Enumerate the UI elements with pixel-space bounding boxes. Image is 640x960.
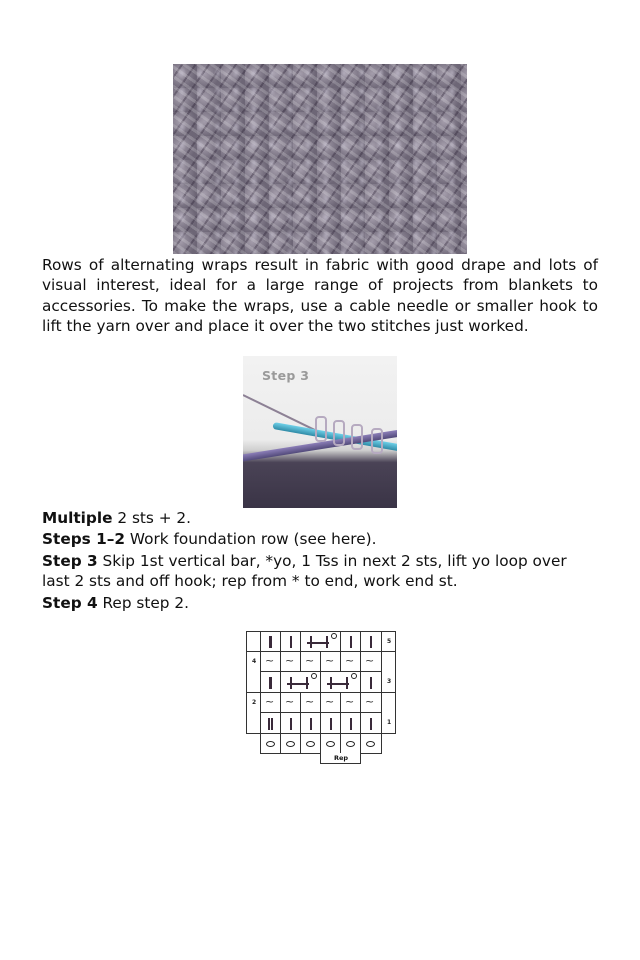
tilde-stitch-icon: ~ xyxy=(345,654,355,667)
chart-cell xyxy=(260,651,281,672)
chart-cell xyxy=(320,733,341,754)
bar-stitch-icon xyxy=(269,677,272,689)
chart-label-cell: 2 xyxy=(246,692,261,734)
yarn-over-icon xyxy=(331,633,337,639)
bar-stitch-icon xyxy=(370,636,372,648)
chart-cell xyxy=(360,733,382,754)
chart-cell xyxy=(300,712,321,734)
yarn-loop xyxy=(351,424,363,450)
chart-label-cell: 4 xyxy=(246,651,261,693)
step-3-photo xyxy=(243,356,397,508)
instructions xyxy=(42,508,598,614)
chart-cell xyxy=(300,651,321,672)
chart-label-cell: 1 xyxy=(381,692,396,734)
chart-cell xyxy=(280,712,301,734)
chart-cell-wrap xyxy=(280,671,321,693)
chart-cell xyxy=(340,631,361,652)
chain-stitch-icon xyxy=(326,741,335,747)
chart-cell xyxy=(360,651,382,672)
chart-cell xyxy=(280,733,301,754)
chart-cell xyxy=(260,712,281,734)
repeat-marker: Rep xyxy=(320,753,361,764)
chain-stitch-icon xyxy=(306,741,315,747)
chart-cell xyxy=(340,712,361,734)
chart-cell xyxy=(320,692,341,713)
tilde-stitch-icon: ~ xyxy=(365,695,375,708)
bar-stitch-icon xyxy=(330,677,332,689)
chart-label-cell: 5 xyxy=(381,631,396,652)
yarn-over-icon xyxy=(351,673,357,679)
bar-stitch-icon xyxy=(290,718,292,730)
chart-cell xyxy=(260,692,281,713)
stitch-chart xyxy=(246,631,396,766)
chart-label-cell: 3 xyxy=(381,651,396,693)
tilde-stitch-icon: ~ xyxy=(305,695,315,708)
tilde-stitch-icon: ~ xyxy=(265,654,275,667)
chart-cell xyxy=(260,733,281,754)
bar-stitch-icon xyxy=(290,677,292,689)
chart-cell xyxy=(340,733,361,754)
bar-stitch-icon xyxy=(330,718,332,730)
bar-stitch-icon xyxy=(370,718,372,730)
chain-stitch-icon xyxy=(266,741,275,747)
bar-stitch-icon xyxy=(350,636,352,648)
instruction-steps-1-2: Steps 1–2 Work foundation row (see here). xyxy=(42,530,377,549)
chart-cell xyxy=(360,671,382,693)
bar-stitch-icon xyxy=(346,677,348,689)
chain-stitch-icon xyxy=(366,741,375,747)
tilde-stitch-icon: ~ xyxy=(265,695,275,708)
chart-cell xyxy=(340,651,361,672)
chart-label-cell xyxy=(246,631,261,652)
bar-stitch-icon xyxy=(310,636,312,648)
instruction-multiple: Multiple 2 sts + 2. xyxy=(42,509,192,527)
chart-cell xyxy=(280,631,301,652)
chart-cell xyxy=(280,692,301,713)
bar-stitch-icon xyxy=(271,718,273,730)
instruction-step-4: Step 4 Rep step 2. xyxy=(42,593,189,612)
chart-cell xyxy=(280,651,301,672)
intro-paragraph: Rows of alternating wraps result in fabric with good drape and lots of visual interest, ideal for a large range of projects from blankets to accessories. To make the wraps, use a cable needle or smaller hook to lift the yarn over and place it over the two stitches just worked. xyxy=(42,256,598,335)
chart-cell xyxy=(300,733,321,754)
photo-step-label: Step 3 xyxy=(262,368,310,383)
yarn-loop xyxy=(333,420,345,446)
tilde-stitch-icon: ~ xyxy=(345,695,355,708)
chain-stitch-icon xyxy=(346,741,355,747)
chart-cell xyxy=(260,671,281,693)
chart-cell xyxy=(320,651,341,672)
chart-cell xyxy=(360,712,382,734)
chain-stitch-icon xyxy=(286,741,295,747)
bar-stitch-icon xyxy=(268,718,270,730)
chart-cell-wrap xyxy=(300,631,341,652)
chart-cell xyxy=(300,692,321,713)
chart-cell-wrap xyxy=(320,671,361,693)
tilde-stitch-icon: ~ xyxy=(285,695,295,708)
yarn-over-icon xyxy=(311,673,317,679)
bar-stitch-icon xyxy=(310,718,312,730)
bar-stitch-icon xyxy=(290,636,292,648)
chart-cell xyxy=(260,631,281,652)
bar-stitch-icon xyxy=(326,636,328,648)
chart-cell xyxy=(340,692,361,713)
tilde-stitch-icon: ~ xyxy=(305,654,315,667)
bar-stitch-icon xyxy=(306,677,308,689)
tilde-stitch-icon: ~ xyxy=(285,654,295,667)
bar-stitch-icon xyxy=(350,718,352,730)
chart-cell xyxy=(320,712,341,734)
bar-stitch-icon xyxy=(370,677,372,689)
bar-stitch-icon xyxy=(269,636,272,648)
tilde-stitch-icon: ~ xyxy=(365,654,375,667)
chart-cell xyxy=(360,692,382,713)
yarn-loop xyxy=(371,428,383,454)
tilde-stitch-icon: ~ xyxy=(325,695,335,708)
instruction-step-3: Step 3 Skip 1st vertical bar, *yo, 1 Tss in next 2 sts, lift yo loop over last 2 sts and off hook; rep from * to end, work end st. xyxy=(42,551,567,591)
stitch-swatch-photo xyxy=(173,64,467,254)
tilde-stitch-icon: ~ xyxy=(325,654,335,667)
yarn-loop xyxy=(315,416,327,442)
chart-cell xyxy=(360,631,382,652)
